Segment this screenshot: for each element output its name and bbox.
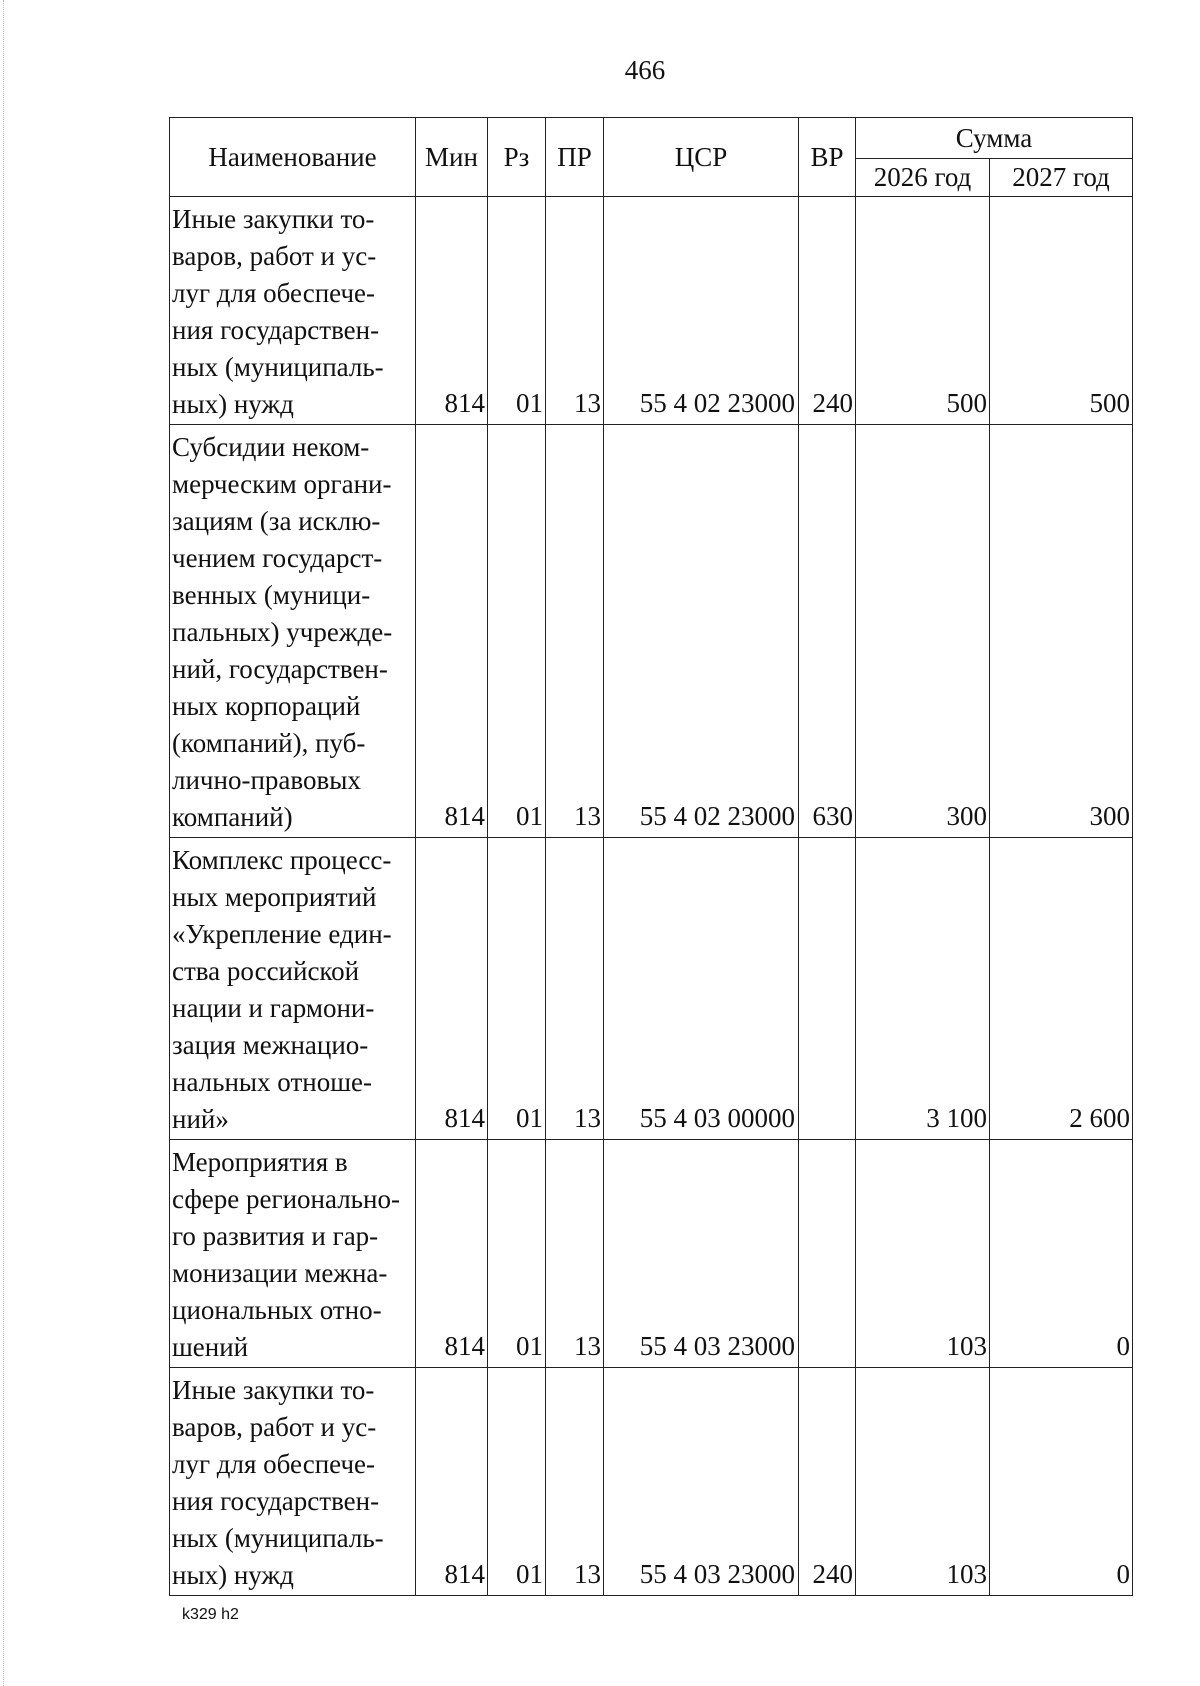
footer-code: k329 h2: [182, 1606, 239, 1623]
row-pr: 13: [546, 425, 604, 838]
row-vr: [799, 1140, 856, 1368]
row-csr: 55 4 03 23000: [604, 1368, 799, 1596]
header-rz: Рз: [488, 118, 546, 197]
header-vr: ВР: [799, 118, 856, 197]
row-pr: 13: [546, 197, 604, 425]
row-min: 814: [416, 1140, 488, 1368]
row-min: 814: [416, 197, 488, 425]
row-vr: [799, 838, 856, 1140]
row-sum-2027: 2 600: [990, 838, 1133, 1140]
row-pr: 13: [546, 1140, 604, 1368]
row-name: Мероприятия в сфере регионально- го развития и гар- монизации межна- циональных отно- шений: [170, 1140, 416, 1368]
table-row: [170, 425, 1133, 838]
row-csr: 55 4 02 23000: [604, 197, 799, 425]
row-vr: 240: [799, 197, 856, 425]
row-rz: 01: [488, 1368, 546, 1596]
page-edge: [3, 0, 4, 1686]
row-sum-2026: 500: [856, 197, 990, 425]
header-csr: ЦСР: [604, 118, 799, 197]
row-sum-2026: 300: [856, 425, 990, 838]
header-name: Наименование: [170, 118, 416, 197]
row-sum-2027: 500: [990, 197, 1133, 425]
row-rz: 01: [488, 838, 546, 1140]
header-row: [170, 118, 1133, 159]
table-row: [170, 1368, 1133, 1596]
row-rz: 01: [488, 1140, 546, 1368]
row-csr: 55 4 03 00000: [604, 838, 799, 1140]
row-sum-2026: 103: [856, 1368, 990, 1596]
table-row: [170, 1140, 1133, 1368]
header-pr: ПР: [546, 118, 604, 197]
row-vr: 240: [799, 1368, 856, 1596]
row-rz: 01: [488, 425, 546, 838]
row-min: 814: [416, 1368, 488, 1596]
row-sum-2027: 300: [990, 425, 1133, 838]
row-sum-2026: 3 100: [856, 838, 990, 1140]
row-name: Субсидии неком- мерческим органи- зациям (за исклю- чением государст- венных (муници- пальных) учрежде- ний, государствен- ных корпораций (компаний), пуб- лично-правовых компаний): [170, 425, 416, 838]
header-year-2026: 2026 год: [856, 159, 990, 197]
row-vr: 630: [799, 425, 856, 838]
header-sum: Сумма: [856, 118, 1133, 159]
table-row: [170, 838, 1133, 1140]
row-rz: 01: [488, 197, 546, 425]
row-min: 814: [416, 425, 488, 838]
row-sum-2026: 103: [856, 1140, 990, 1368]
row-csr: 55 4 02 23000: [604, 425, 799, 838]
page-number: 466: [624, 55, 666, 85]
row-name: Комплекс процесс- ных мероприятий «Укрепление един- ства российской нации и гармони- зация межнацио- нальных отноше- ний»: [170, 838, 416, 1140]
header-min: Мин: [416, 118, 488, 197]
row-name: Иные закупки то- варов, работ и ус- луг для обеспече- ния государствен- ных (муниципаль- ных) нужд: [170, 197, 416, 425]
header-year-2027: 2027 год: [990, 159, 1133, 197]
budget-table: [169, 117, 1133, 1596]
row-pr: 13: [546, 838, 604, 1140]
row-name: Иные закупки то- варов, работ и ус- луг для обеспече- ния государствен- ных (муниципаль- ных) нужд: [170, 1368, 416, 1596]
row-sum-2027: 0: [990, 1140, 1133, 1368]
row-sum-2027: 0: [990, 1368, 1133, 1596]
row-csr: 55 4 03 23000: [604, 1140, 799, 1368]
row-pr: 13: [546, 1368, 604, 1596]
table-row: [170, 197, 1133, 425]
row-min: 814: [416, 838, 488, 1140]
